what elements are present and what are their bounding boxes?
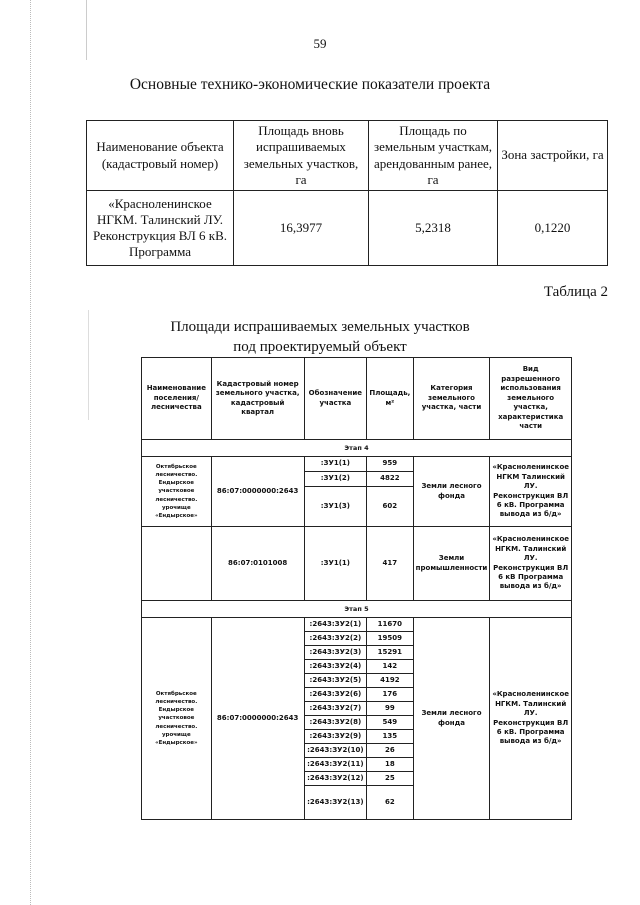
cell-plot-id: :2643:ЗУ2(1) bbox=[304, 618, 366, 632]
page-number: 59 bbox=[313, 36, 327, 51]
cell-plot-id: :2643:ЗУ2(3) bbox=[304, 646, 366, 660]
header-object-name: Наименование объекта (кадастровый номер) bbox=[87, 121, 234, 191]
cell-area: 18 bbox=[367, 758, 414, 772]
cell-area: 62 bbox=[367, 786, 414, 820]
cell-area: 142 bbox=[367, 660, 414, 674]
cell-settlement: Октябрьское лесничество. Ендырское участковое лесничество. урочище «Ендырское» bbox=[142, 457, 212, 527]
cell-area: 549 bbox=[367, 716, 414, 730]
cell-plot-id: :2643:ЗУ2(7) bbox=[304, 702, 366, 716]
cell-area: 417 bbox=[367, 527, 414, 601]
cell-object-name: «Красноленинское НГКМ. Талинский ЛУ. Реконструкция ВЛ 6 кВ. Программа bbox=[87, 191, 234, 266]
header-new-area: Площадь вновь испрашиваемых земельных участков, га bbox=[234, 121, 369, 191]
cell-plot-id: :ЗУ1(2) bbox=[304, 472, 366, 487]
cell-plot-id: :2643:ЗУ2(10) bbox=[304, 744, 366, 758]
cell-leased-area: 5,2318 bbox=[369, 191, 498, 266]
stage-row bbox=[142, 440, 572, 457]
cell-settlement bbox=[142, 527, 212, 601]
header-cadastral: Кадастровый номер земельного участка, кадастровый квартал bbox=[211, 358, 304, 440]
cell-usage: «Красноленинское НГКМ. Талинский ЛУ. Реконструкция ВЛ 6 кВ. Программа вывода из б/д» bbox=[490, 618, 572, 820]
cell-plot-id: :2643:ЗУ2(2) bbox=[304, 632, 366, 646]
cell-build-zone: 0,1220 bbox=[498, 191, 608, 266]
header-category: Категория земельного участка, части bbox=[413, 358, 490, 440]
stage-5-label: Этап 5 bbox=[142, 601, 572, 618]
cell-plot-id: :2643:ЗУ2(11) bbox=[304, 758, 366, 772]
header-leased-area: Площадь по земельным участкам, арендованным ранее, га bbox=[369, 121, 498, 191]
table-title-line1: Площади испрашиваемых земельных участков bbox=[170, 319, 470, 335]
cell-area: 176 bbox=[367, 688, 414, 702]
cell-usage: «Красноленинское НГКМ. Талинский ЛУ. Реконструкция ВЛ 6 кВ Программа вывода из б/д» bbox=[490, 527, 572, 601]
header-settlement: Наименование поселения/ лесничества bbox=[142, 358, 212, 440]
table-row bbox=[142, 527, 572, 601]
cell-plot-id: :2643:ЗУ2(12) bbox=[304, 772, 366, 786]
header-plot-id: Обозначение участка bbox=[304, 358, 366, 440]
cell-plot-id: :2643:ЗУ2(13) bbox=[304, 786, 366, 820]
cell-new-area: 16,3977 bbox=[234, 191, 369, 266]
cell-settlement: Октябрьское лесничество. Ендырское участковое лесничество. урочище «Ендырское» bbox=[142, 618, 212, 820]
cell-area: 15291 bbox=[367, 646, 414, 660]
header-build-zone: Зона застройки, га bbox=[498, 121, 608, 191]
cell-plot-id: :2643:ЗУ2(5) bbox=[304, 674, 366, 688]
stage-4-label: Этап 4 bbox=[142, 440, 572, 457]
header-usage: Вид разрешенного использования земельного участка, характеристика части bbox=[490, 358, 572, 440]
cell-area: 25 bbox=[367, 772, 414, 786]
cell-area: 26 bbox=[367, 744, 414, 758]
table-title bbox=[0, 318, 640, 357]
cell-area: 135 bbox=[367, 730, 414, 744]
section-heading: Основные технико-экономические показатели проекта bbox=[129, 76, 491, 93]
cell-category: Земли промышленности bbox=[413, 527, 490, 601]
cell-category: Земли лесного фонда bbox=[413, 457, 490, 527]
table-row bbox=[142, 618, 572, 632]
table-header-row bbox=[142, 358, 572, 440]
cell-area: 959 bbox=[367, 457, 414, 472]
scan-margin-line bbox=[30, 0, 31, 905]
cell-plot-id: :2643:ЗУ2(6) bbox=[304, 688, 366, 702]
cell-plot-id: :2643:ЗУ2(8) bbox=[304, 716, 366, 730]
cell-plot-id: :2643:ЗУ2(9) bbox=[304, 730, 366, 744]
cell-plot-id: :ЗУ1(1) bbox=[304, 457, 366, 472]
cell-plot-id: :ЗУ1(3) bbox=[304, 487, 366, 527]
table-title-line2: под проектируемый объект bbox=[233, 338, 407, 355]
cell-plot-id: :2643:ЗУ2(4) bbox=[304, 660, 366, 674]
indicators-table bbox=[86, 120, 608, 266]
cell-area: 19509 bbox=[367, 632, 414, 646]
cell-category: Земли лесного фонда bbox=[413, 618, 490, 820]
cell-cadastral: 86:07:0000000:2643 bbox=[211, 457, 304, 527]
cell-area: 602 bbox=[367, 487, 414, 527]
header-area: Площадь, м² bbox=[367, 358, 414, 440]
cell-usage: «Красноленинское НГКМ Талинский ЛУ. Реконструкция ВЛ 6 кВ. Программа вывода из б/д» bbox=[490, 457, 572, 527]
table-row bbox=[142, 457, 572, 472]
land-plots-table bbox=[141, 357, 572, 820]
table-header-row bbox=[87, 121, 608, 191]
table-row bbox=[87, 191, 608, 266]
cell-cadastral: 86:07:0101008 bbox=[211, 527, 304, 601]
stage-row bbox=[142, 601, 572, 618]
cell-area: 4192 bbox=[367, 674, 414, 688]
cell-area: 99 bbox=[367, 702, 414, 716]
cell-area: 4822 bbox=[367, 472, 414, 487]
cell-cadastral: 86:07:0000000:2643 bbox=[211, 618, 304, 820]
cell-plot-id: :ЗУ1(1) bbox=[304, 527, 366, 601]
cell-area: 11670 bbox=[367, 618, 414, 632]
table-number: Таблица 2 bbox=[543, 284, 608, 300]
